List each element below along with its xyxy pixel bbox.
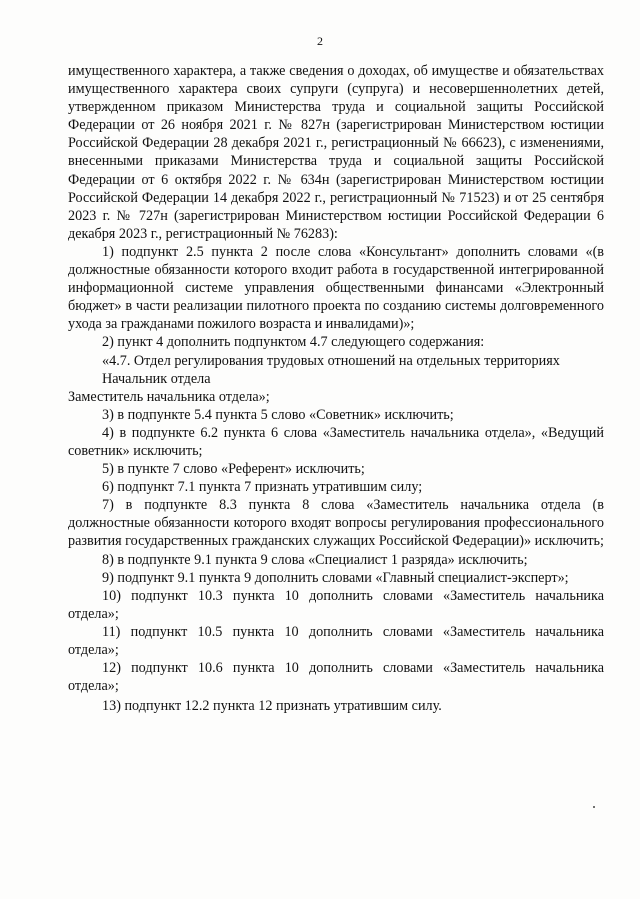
- paragraph-item-13: 13) подпункт 12.2 пункта 12 признать утратившим силу.: [102, 698, 442, 715]
- paragraph-item-3: 3) в подпункте 5.4 пункта 5 слово «Советник» исключить;: [102, 406, 454, 423]
- paragraph-intro: имущественного характера, а также сведения о доходах, об имуществе и обязательствах имущественного характера своих супруги (супруга) и несовершеннолетних детей, утвержденном приказом Министерства труда и социальной защиты Российской Федерации от 26 ноября 2021 г. № 827н (зарегистрирован Министерством юстиции Российской Федерации 28 декабря 2021 г., регистрационный № 66623), с изменениями, внесенными приказами Министерства труда и социальной защиты Российской Федерации от 6 октября 2022 г. № 634н (зарегистрирован Министерством юстиции Российской Федерации 14 декабря 2022 г., регистрационный № 71523) и от 25 сентября 2023 г. № 727н (зарегистрирован Министерством юстиции Российской Федерации 6 декабря 2023 г., регистрационный № 76283):: [68, 63, 604, 242]
- page-number: 2: [317, 34, 323, 48]
- paragraph-item-8: 8) в подпункте 9.1 пункта 9 слова «Специалист 1 разряда» исключить;: [102, 551, 528, 568]
- paragraph-quote-head: Начальник отдела: [102, 370, 211, 387]
- paragraph-quote-deputy: Заместитель начальника отдела»;: [68, 388, 270, 405]
- paragraph-item-4: 4) в подпункте 6.2 пункта 6 слова «Заместитель начальника отдела», «Ведущий советник» исключить;: [68, 424, 604, 459]
- paragraph-item-10: 10) подпункт 10.3 пункта 10 дополнить словами «Заместитель начальника отдела»;: [68, 587, 604, 622]
- document-body: [68, 62, 604, 715]
- paragraph-item-9: 9) подпункт 9.1 пункта 9 дополнить словами «Главный специалист-эксперт»;: [102, 569, 569, 586]
- paragraph-item-2: 2) пункт 4 дополнить подпунктом 4.7 следующего содержания:: [102, 334, 485, 351]
- paragraph-quote-department: «4.7. Отдел регулирования трудовых отношений на отдельных территориях: [102, 352, 560, 369]
- paragraph-item-6: 6) подпункт 7.1 пункта 7 признать утратившим силу;: [102, 479, 423, 496]
- paragraph-item-7: 7) в подпункте 8.3 пункта 8 слова «Заместитель начальника отдела (в должностные обязанности которого входят вопросы регулирования профессионального развития государственных гражданских служащих Российской Федерации)» исключить;: [68, 497, 604, 550]
- scan-speck: [593, 806, 595, 808]
- paragraph-item-12: 12) подпункт 10.6 пункта 10 дополнить словами «Заместитель начальника отдела»;: [68, 660, 604, 695]
- paragraph-item-11: 11) подпункт 10.5 пункта 10 дополнить словами «Заместитель начальника отдела»;: [68, 623, 604, 658]
- paragraph-item-5: 5) в пункте 7 слово «Референт» исключить;: [102, 461, 365, 478]
- paragraph-item-1: 1) подпункт 2.5 пункта 2 после слова «Консультант» дополнить словами «(в должностные обязанности которого входит работа в государственной интегрированной информационной системе управления общественными финансами «Электронный бюджет» в части реализации пилотного проекта по созданию системы долговременного ухода за гражданами пожилого возраста и инвалидами)»;: [68, 243, 604, 333]
